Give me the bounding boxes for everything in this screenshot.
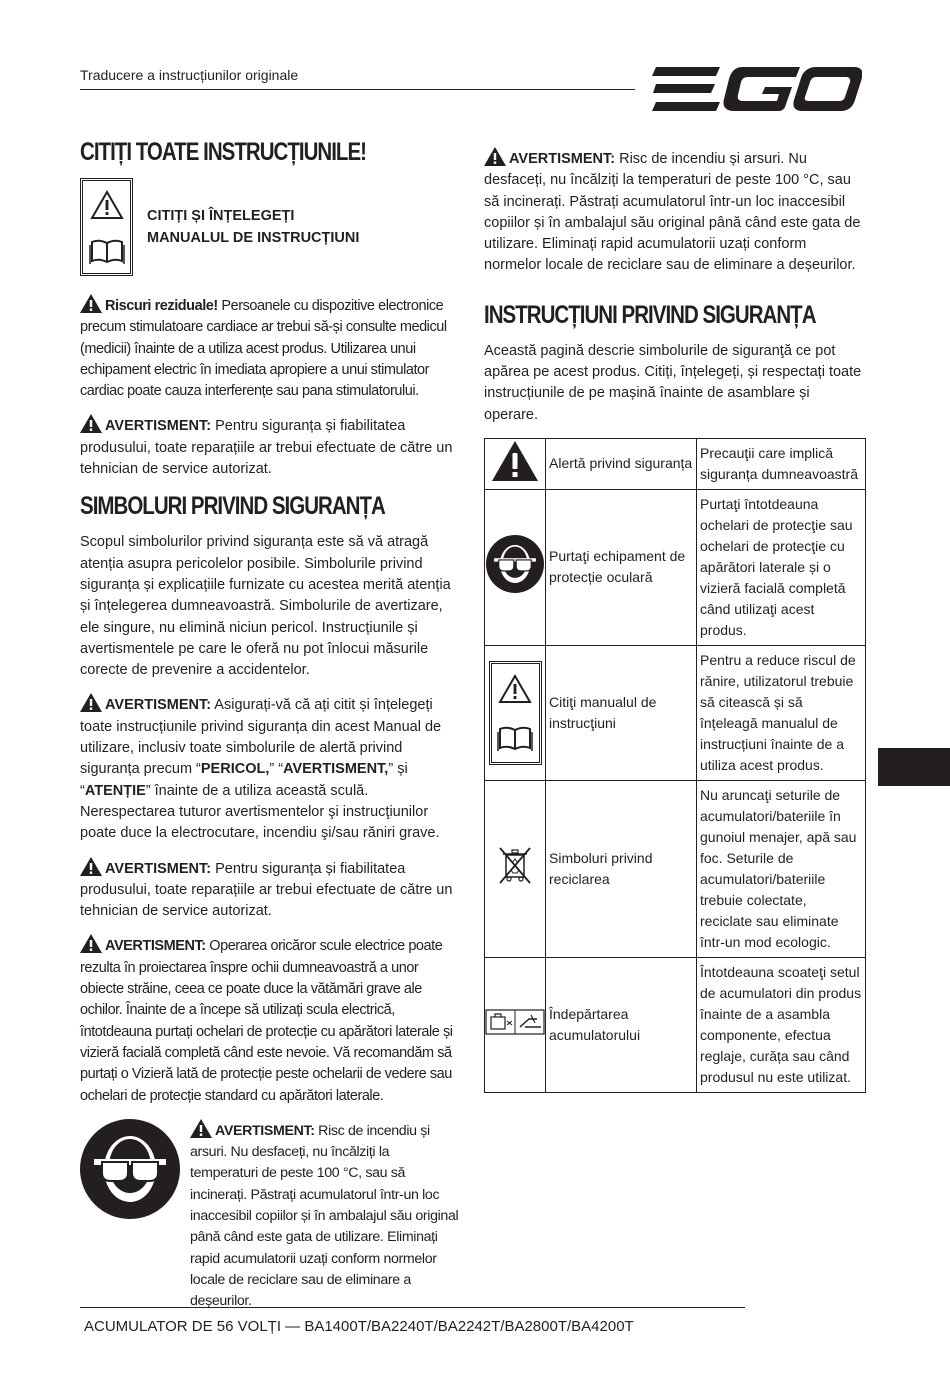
symbol-cell (485, 957, 546, 1092)
alert-triangle-icon (491, 440, 539, 482)
manual-line-1: CITIȚI ȘI ÎNȚELEGEȚI (147, 208, 295, 224)
read-manual-icon (80, 178, 133, 276)
symbol-name: Îndepărtarea acumulatorului (546, 957, 697, 1092)
symbol-name: Purtaţi echipament de protecție oculară (546, 489, 697, 645)
warning-text: Operarea oricăror scule electrice poate rezulta în proiectarea înspre ochii dumneavoastră a unor obiecte străine, ceea ce poate duce la vătămări grave ale ochilor. Înainte de a începe să utilizați scula electrică, întotdeauna purtați ochelari de protecție cu apărători laterale și vizieră facială completă când este nevoie. Vă recomandăm să purtați o Vizieră lată de protecție peste ochelarii de vedere sau ochelari de protecție standard cu apărători laterale. (80, 938, 453, 1104)
signal-word-avertisment: AVERTISMENT, (283, 761, 389, 778)
read-manual-block (80, 178, 460, 276)
symbol-description: Pentru a reduce riscul de rănire, utilizatorul trebuie să citească și să înțeleagă manualul de instrucțiuni înainte de a utiliza acest produs. (697, 645, 866, 780)
read-manual-icon (489, 661, 542, 765)
quote-separator: ” “ (269, 761, 284, 778)
symbol-cell (485, 780, 546, 957)
warning-triangle-icon (80, 857, 102, 876)
eye-protection-icon (486, 535, 544, 593)
warning-triangle-icon (484, 147, 506, 166)
warning-label: AVERTISMENT: (105, 418, 212, 435)
heading-safety-symbols: SIMBOLURI PRIVIND SIGURANȚA (80, 492, 385, 521)
warning-triangle-icon (80, 294, 102, 313)
fire-warning-paragraph (484, 147, 866, 277)
header-subtitle: Traducere a instrucțiunilor originale (80, 67, 299, 83)
quote-separator: ” și “ (80, 761, 408, 799)
symbol-cell (485, 438, 546, 489)
left-column (80, 138, 460, 1312)
eye-protection-icon (80, 1119, 180, 1219)
table-row (485, 957, 866, 1092)
symbol-name: Simboluri privind reciclarea (546, 780, 697, 957)
warning-label: AVERTISMENT: (105, 938, 206, 955)
heading-safety-instructions: INSTRUCȚIUNI PRIVIND SIGURANȚA (484, 300, 816, 329)
residual-risk-label: Riscuri reziduale! (105, 298, 218, 314)
symbol-name: Alertă privind siguranța (546, 438, 697, 489)
symbol-cell (485, 645, 546, 780)
safety-symbols-table (484, 438, 866, 1093)
warning-triangle-icon (190, 1119, 212, 1138)
heading-read-instructions: CITIȚI TOATE INSTRUCȚIUNILE! (80, 138, 367, 166)
residual-risk-paragraph (80, 294, 460, 402)
symbol-cell (485, 489, 546, 645)
residual-risk-text: Persoanele cu dispozitive electronice precum stimulatoare cardiace ar trebui să-și consulte medicul (medicii) înainte de a utiliza acest produs. Utilizarea unui echipament electric în imediata apropiere a unui stimulator cardiac poate cauza interferențe sau pana stimulatorului. (80, 298, 447, 400)
symbol-description: Nu aruncaţi seturile de acumulatori/bateriile în gunoiul menajer, apă sau foc. Seturile de acumulatori/bateriile trebuie colectate, reciclate sau eliminate într-un mod ecologic. (697, 780, 866, 957)
symbol-name: Citiţi manualul de instrucţiuni (546, 645, 697, 780)
battery-removal-icon (485, 1009, 545, 1035)
manual-line-2: MANUALUL DE INSTRUCȚIUNI (147, 230, 360, 246)
warning-paragraph-3 (80, 857, 460, 923)
warning-text: Pentru siguranța și fiabilitatea produsului, toate reparațiile ar trebui efectuate de către un tehnician de service autorizat. (80, 418, 453, 478)
table-row (485, 780, 866, 957)
safety-instructions-intro: Această pagină descrie simbolurile de siguranţă ce pot apărea pe acest produs. Citiți, înțelegeți, și respectați toate instrucțiunile de pe mașină înainte de asamblare și operare. (484, 342, 862, 423)
ego-logo (650, 63, 862, 115)
warning-paragraph-4 (80, 934, 460, 1106)
header-divider (80, 89, 635, 90)
signal-word-atentie: ATENȚIE (84, 782, 146, 799)
warning-label: AVERTISMENT: (105, 860, 212, 877)
eye-protection-warning-block (80, 1119, 460, 1313)
warning-text: Risc de incendiu și arsuri. Nu desfaceți, nu încălziți la temperaturi de peste 100 °C, sau să incinerați. Păstrați acumulatorul într-un loc inaccesibil copiilor și în ambalajul său original până când este gata de utilizare. Eliminați rapid acumulatorii uzați conform normelor locale de reciclare sau de eliminare a deșeurilor. (484, 151, 861, 274)
symbol-description: Precauţii care implică siguranța dumneavoastră (697, 438, 866, 489)
warning-paragraph-2 (80, 693, 460, 844)
section-tab-marker (878, 748, 950, 786)
footer-model-line: ACUMULATOR DE 56 VOLȚI — BA1400T/BA2240T/BA2242T/BA2800T/BA4200T (84, 1318, 634, 1335)
signal-word-pericol: PERICOL, (200, 761, 270, 778)
symbol-description: Purtaţi întotdeauna ochelari de protecţie sau ochelari de protecţie cu apărători laterale și o vizieră facială completă când utilizaţi acest produs. (697, 489, 866, 645)
warning-paragraph-5 (190, 1119, 460, 1313)
recycle-bin-icon (498, 845, 532, 887)
warning-text: Asigurați-vă că ați citit și înțelegeți toate instrucțiunile privind siguranța din acest Manual de utilizare, inclusiv toate simbolurile de alertă privind siguranța precum “ (80, 697, 442, 778)
table-row (485, 489, 866, 645)
table-row (485, 645, 866, 780)
warning-text: ” înainte de a utiliza această sculă. Nerespectarea tuturor avertismentelor şi instrucţiunilor poate duce la electrocutare, incendiu şi/sau răniri grave. (80, 782, 440, 842)
warning-triangle-icon (80, 934, 102, 953)
warning-triangle-icon (80, 414, 102, 433)
right-column (484, 147, 866, 1093)
warning-label: AVERTISMENT: (105, 697, 212, 714)
warning-paragraph-1 (80, 414, 460, 480)
warning-text: Pentru siguranța și fiabilitatea produsului, toate reparațiile ar trebui efectuate de către un tehnician de service autorizat. (80, 860, 453, 920)
warning-label: AVERTISMENT: (509, 151, 616, 167)
warning-label: AVERTISMENT: (215, 1122, 315, 1139)
warning-text: Risc de incendiu și arsuri. Nu desfaceți, nu încălziți la temperaturi de peste 100 °C, sau să incinerați. Păstrați acumulatorul într-un loc inaccesibil copiilor și în ambalajul său original până când este gata de utilizare. Eliminați rapid acumulatorii uzați conform normelor locale de reciclare sau de eliminare a deșeurilor. (190, 1122, 459, 1310)
table-row (485, 438, 866, 489)
footer-divider (80, 1307, 745, 1308)
symbol-description: Întotdeauna scoateţi setul de acumulatori din produs înainte de a asambla componente, efectua reglaje, curăța sau când produsul nu este utilizat. (697, 957, 866, 1092)
warning-triangle-icon (80, 693, 102, 712)
safety-symbols-paragraph: Scopul simbolurilor privind siguranța este să vă atragă atenția asupra pericolelor posibile. Simbolurile privind siguranța și explicațiile furnizate cu acestea merită atenția și înțelegerea dumneavoastră. Simbolurile de avertizare, ele singure, nu elimină niciun pericol. Instrucțiunile și avertismentele pe care le oferă nu pot înlocui măsurile corecte de prevenire a accidentelor. (80, 534, 451, 679)
